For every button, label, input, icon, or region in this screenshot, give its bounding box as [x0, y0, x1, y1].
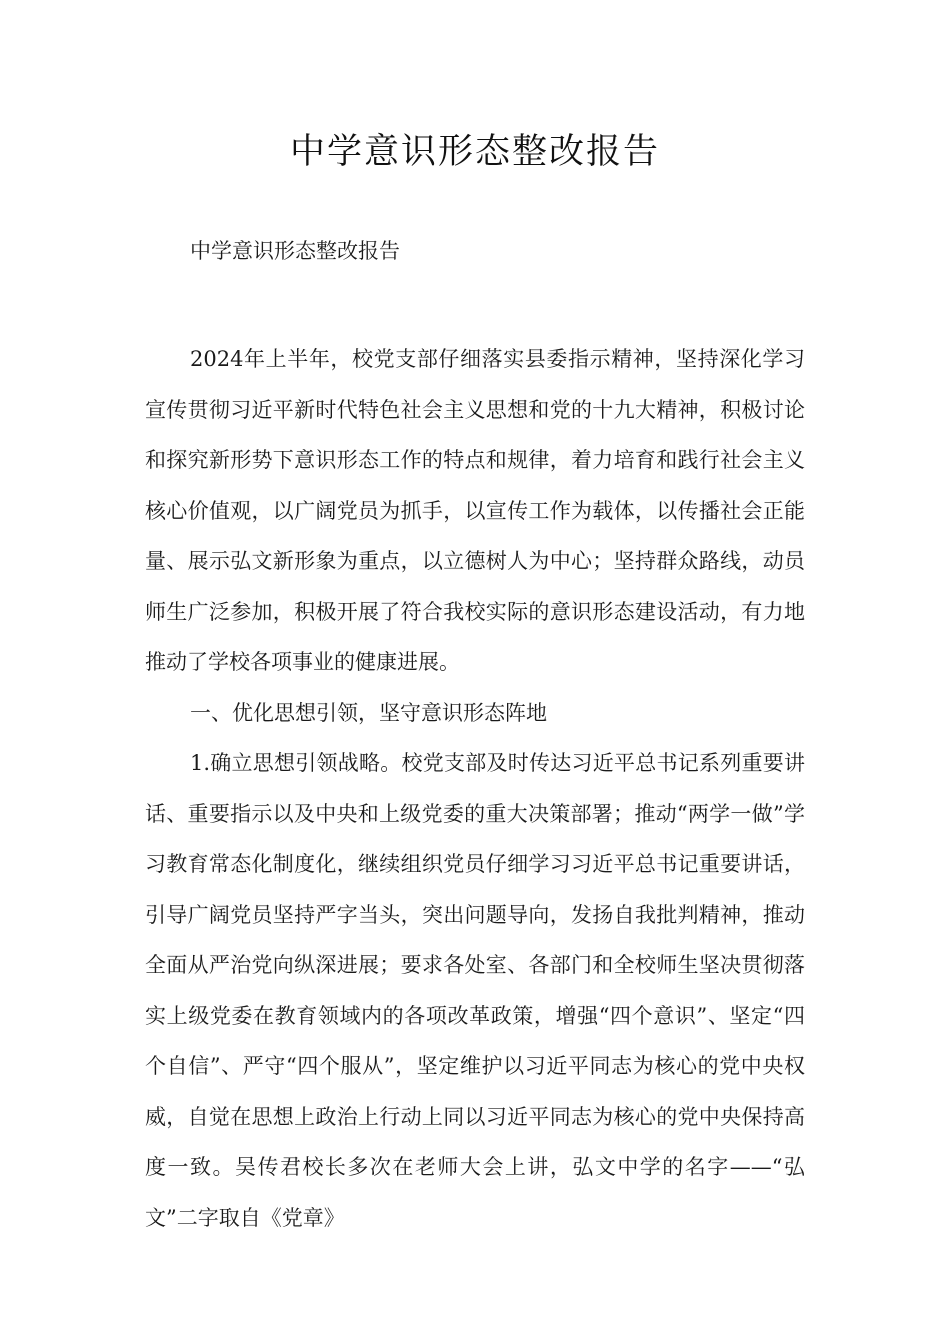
paragraph-1-1: 1.确立思想引领战略。校党支部及时传达习近平总书记系列重要讲话、重要指示以及中央和上级党委的重大决策部署；推动“两学一做”学习教育常态化制度化，继续组织党员仔细学习习近平总书记重要讲话，引导广阔党员坚持严字当头，突出问题导向，发扬自我批判精神，推动全面从严治党向纵深进展；要求各处室、各部门和全校师生坚决贯彻落实上级党委在教育领域内的各项改革政策，增强“四个意识”、坚定“四个自信”、严守“四个服从”，坚定维护以习近平同志为核心的党中央权威，自觉在思想上政治上行动上同以习近平同志为核心的党中央保持高度一致。吴传君校长多次在老师大会上讲，弘文中学的名字——“弘文”二字取自《党章》 — [145, 751, 805, 1230]
paragraph-intro: 2024年上半年，校党支部仔细落实县委指示精神，坚持深化学习宣传贯彻习近平新时代特色社会主义思想和党的十九大精神，积极讨论和探究新形势下意识形态工作的特点和规律，着力培育和践行社会主义核心价值观，以广阔党员为抓手，以宣传工作为载体，以传播社会正能量、展示弘文新形象为重点，以立德树人为中心；坚持群众路线，动员师生广泛参加，积极开展了符合我校实际的意识形态建设活动，有力地推动了学校各项事业的健康进展。 — [145, 347, 805, 674]
document-title: 中学意识形态整改报告 — [289, 132, 660, 172]
document-subtitle: 中学意识形态整改报告 — [190, 239, 400, 263]
section-heading-1: 一、优化思想引领，坚守意识形态阵地 — [190, 700, 547, 725]
document-body — [145, 334, 805, 1243]
